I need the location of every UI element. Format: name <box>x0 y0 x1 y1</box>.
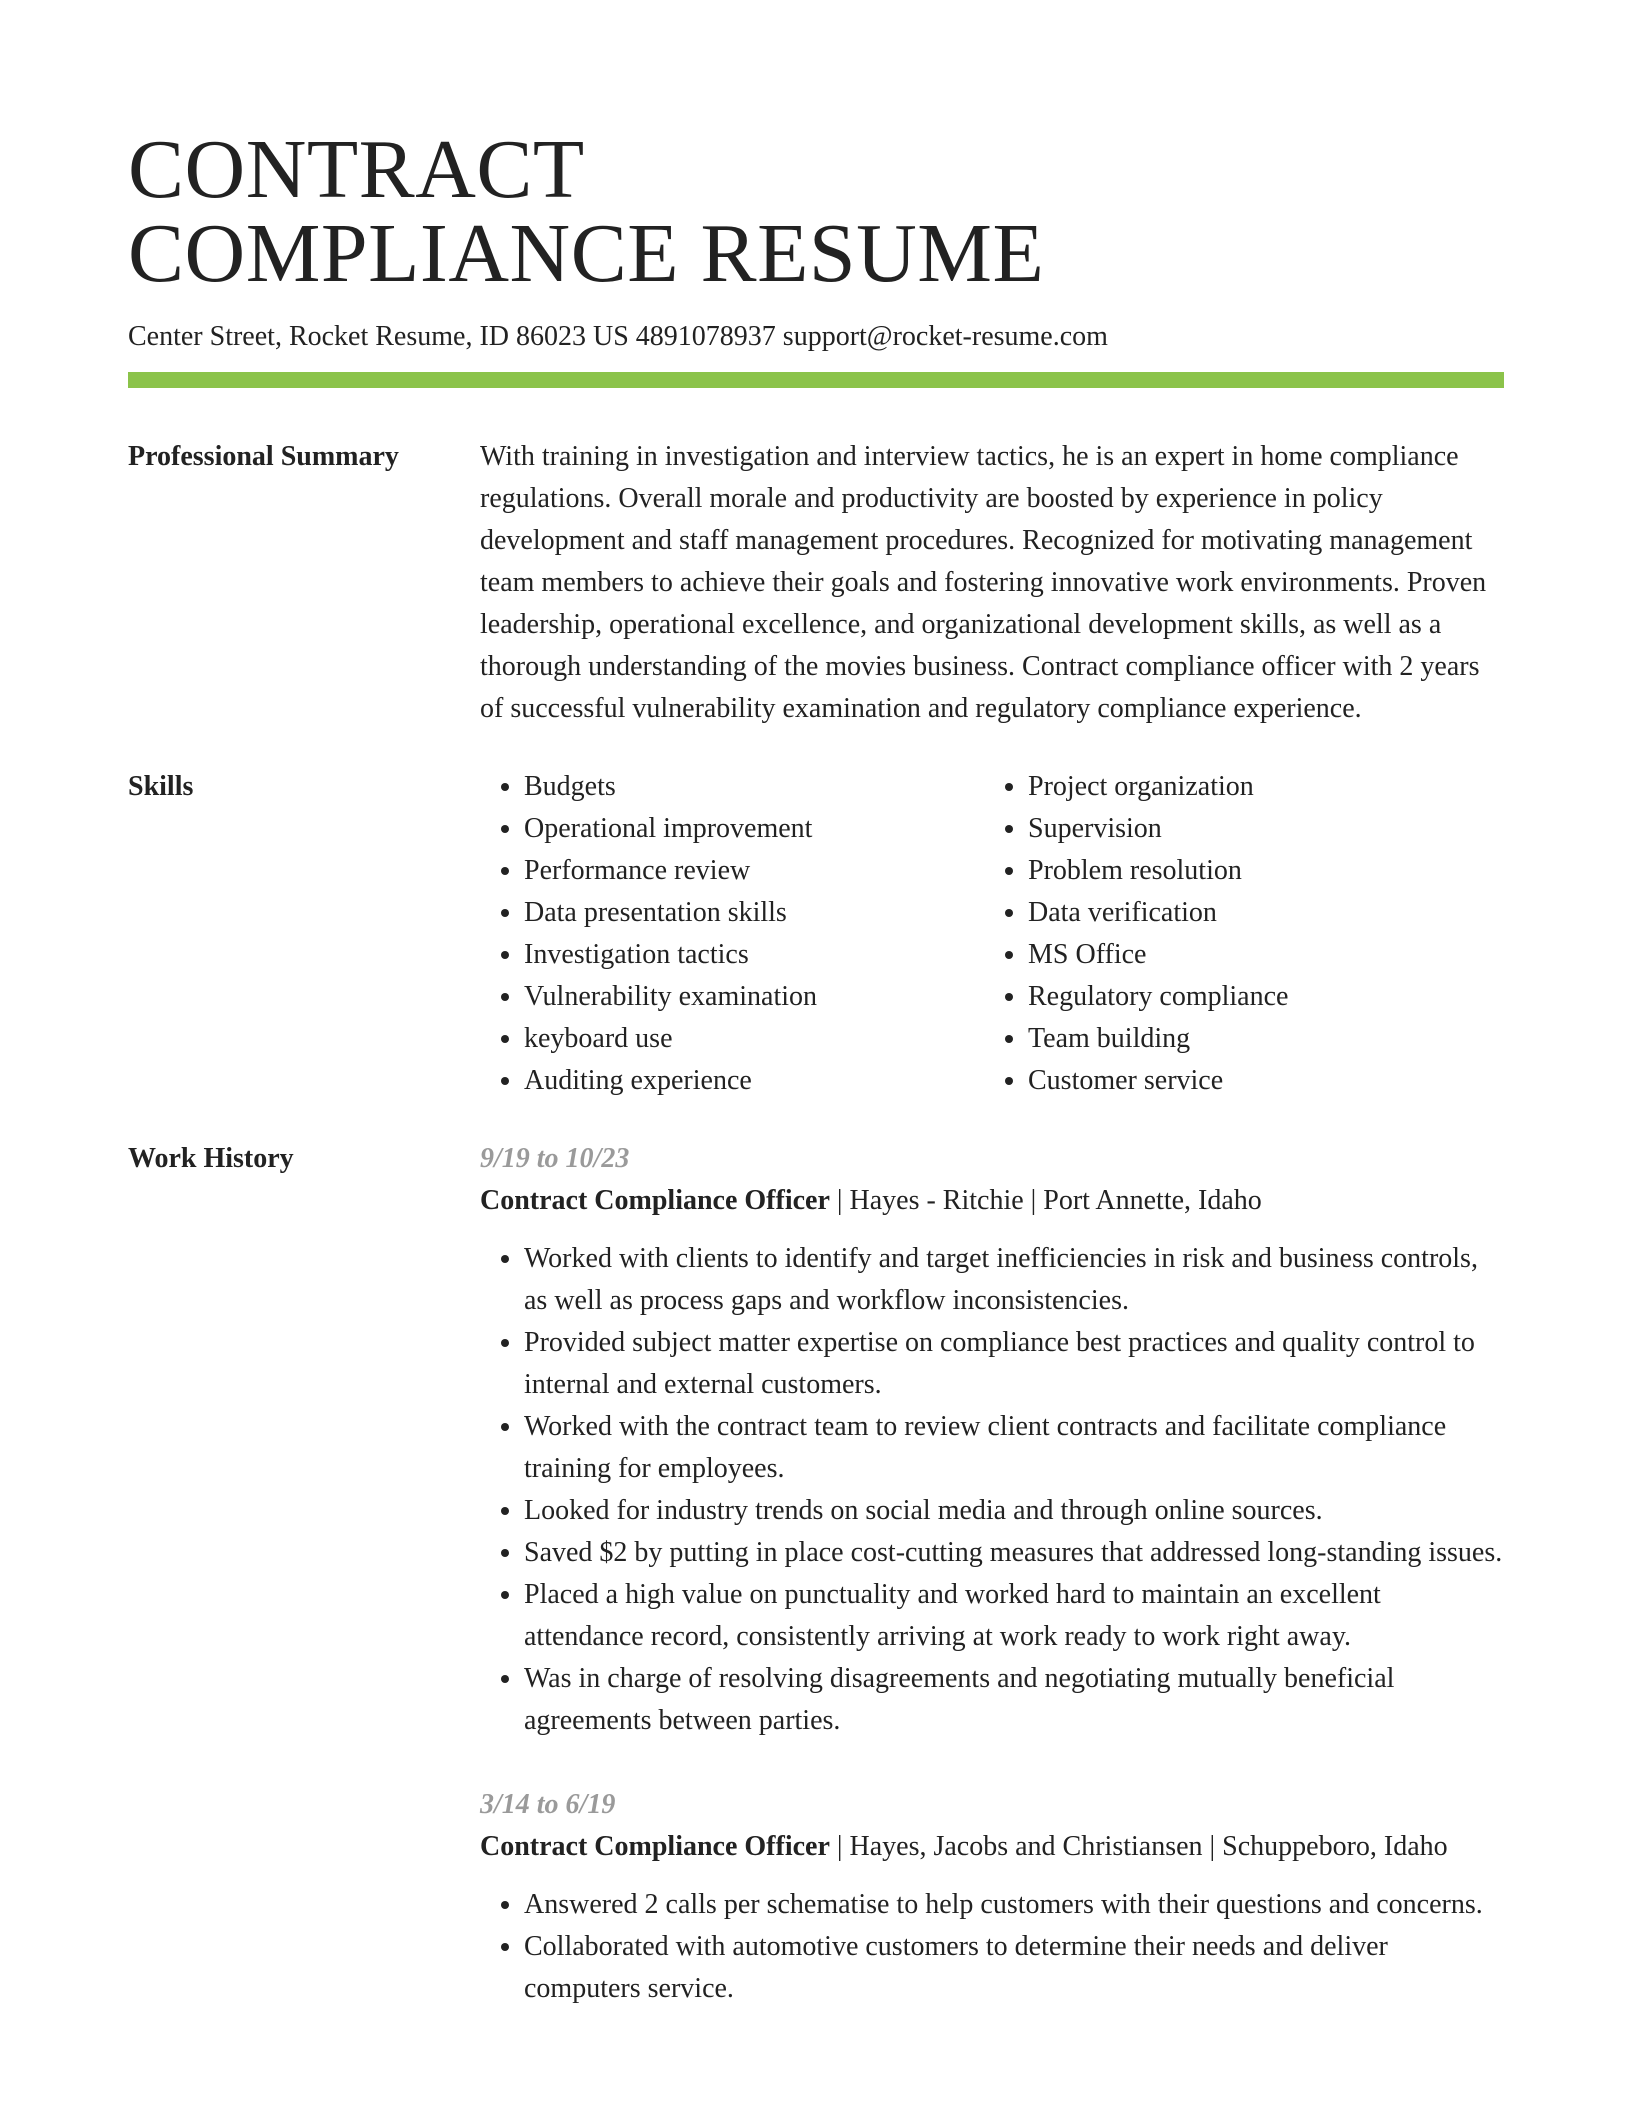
skill-item: • keyboard use <box>524 1018 984 1060</box>
skill-item: • Team building <box>1028 1018 1488 1060</box>
job-bullet: • Worked with the contract team to review client contracts and facilitate compliance training for employees. <box>524 1406 1504 1490</box>
job-bullets <box>480 1884 1504 2010</box>
job-header <box>480 1826 1504 1868</box>
summary-section <box>128 436 1504 730</box>
contact-line: Center Street, Rocket Resume, ID 86023 US 4891078937 support@rocket-resume.com <box>128 321 1108 352</box>
resume-page <box>128 0 1504 2010</box>
summary-heading: Professional Summary <box>128 441 399 472</box>
skills-heading: Skills <box>128 771 194 802</box>
skill-item: • Data presentation skills <box>524 892 984 934</box>
summary-text: With training in investigation and interview tactics, he is an expert in home compliance regulations. Overall morale and productivity are boosted by experience in policy development and staff management procedures. Recognized for motivating management team members to achieve their goals and fostering innovative work environments. Proven leadership, operational excellence, and organizational development skills, as well as a thorough understanding of the movies business. Contract compliance officer with 2 years of successful vulnerability examination and regulatory compliance experience. <box>480 441 1487 724</box>
skill-item: • MS Office <box>1028 934 1488 976</box>
skill-item: • Customer service <box>1028 1060 1488 1102</box>
job-bullet: • Provided subject matter expertise on compliance best practices and quality control to internal and external customers. <box>524 1322 1504 1406</box>
job-bullet: • Looked for industry trends on social media and through online sources. <box>524 1490 1504 1532</box>
skill-item: • Auditing experience <box>524 1060 984 1102</box>
job-employer-location: | Hayes, Jacobs and Christiansen | Schuppeboro, Idaho <box>829 1831 1448 1862</box>
job-bullet: • Saved $2 by putting in place cost-cutting measures that addressed long-standing issues. <box>524 1532 1504 1574</box>
resume-title <box>128 0 1504 300</box>
job-bullet: • Answered 2 calls per schematise to help customers with their questions and concerns. <box>524 1884 1504 1926</box>
skill-item: • Regulatory compliance <box>1028 976 1488 1018</box>
job-entry <box>480 1138 1504 1742</box>
job-dates: 3/14 to 6/19 <box>480 1789 616 1820</box>
work-history-section <box>128 1138 1504 2010</box>
skill-item: • Problem resolution <box>1028 850 1488 892</box>
job-entry <box>480 1784 1504 2010</box>
job-title: Contract Compliance Officer <box>480 1831 830 1862</box>
skills-section <box>128 766 1504 1102</box>
job-bullet: • Worked with clients to identify and target inefficiencies in risk and business controls, as well as process gaps and workflow inconsistencies. <box>524 1238 1504 1322</box>
skill-item: • Data verification <box>1028 892 1488 934</box>
job-header <box>480 1180 1504 1222</box>
job-bullet: • Collaborated with automotive customers to determine their needs and deliver computers service. <box>524 1926 1504 2010</box>
title-line-2: COMPLIANCE RESUME <box>128 207 1045 300</box>
job-dates: 9/19 to 10/23 <box>480 1143 630 1174</box>
skill-item: • Vulnerability examination <box>524 976 984 1018</box>
work-history-heading: Work History <box>128 1143 294 1174</box>
job-employer-location: | Hayes - Ritchie | Port Annette, Idaho <box>829 1185 1262 1216</box>
skill-item: • Budgets <box>524 766 984 808</box>
skills-list-right <box>984 766 1488 1102</box>
job-bullet: • Was in charge of resolving disagreements and negotiating mutually beneficial agreements between parties. <box>524 1658 1504 1742</box>
skills-list-left <box>480 766 984 1102</box>
job-bullets <box>480 1238 1504 1742</box>
skill-item: • Supervision <box>1028 808 1488 850</box>
job-title: Contract Compliance Officer <box>480 1185 830 1216</box>
skill-item: • Project organization <box>1028 766 1488 808</box>
accent-divider <box>128 372 1504 388</box>
job-bullet: • Placed a high value on punctuality and worked hard to maintain an excellent attendance record, consistently arriving at work ready to work right away. <box>524 1574 1504 1658</box>
skill-item: • Operational improvement <box>524 808 984 850</box>
skill-item: • Investigation tactics <box>524 934 984 976</box>
skill-item: • Performance review <box>524 850 984 892</box>
title-line-1: CONTRACT <box>128 123 585 216</box>
